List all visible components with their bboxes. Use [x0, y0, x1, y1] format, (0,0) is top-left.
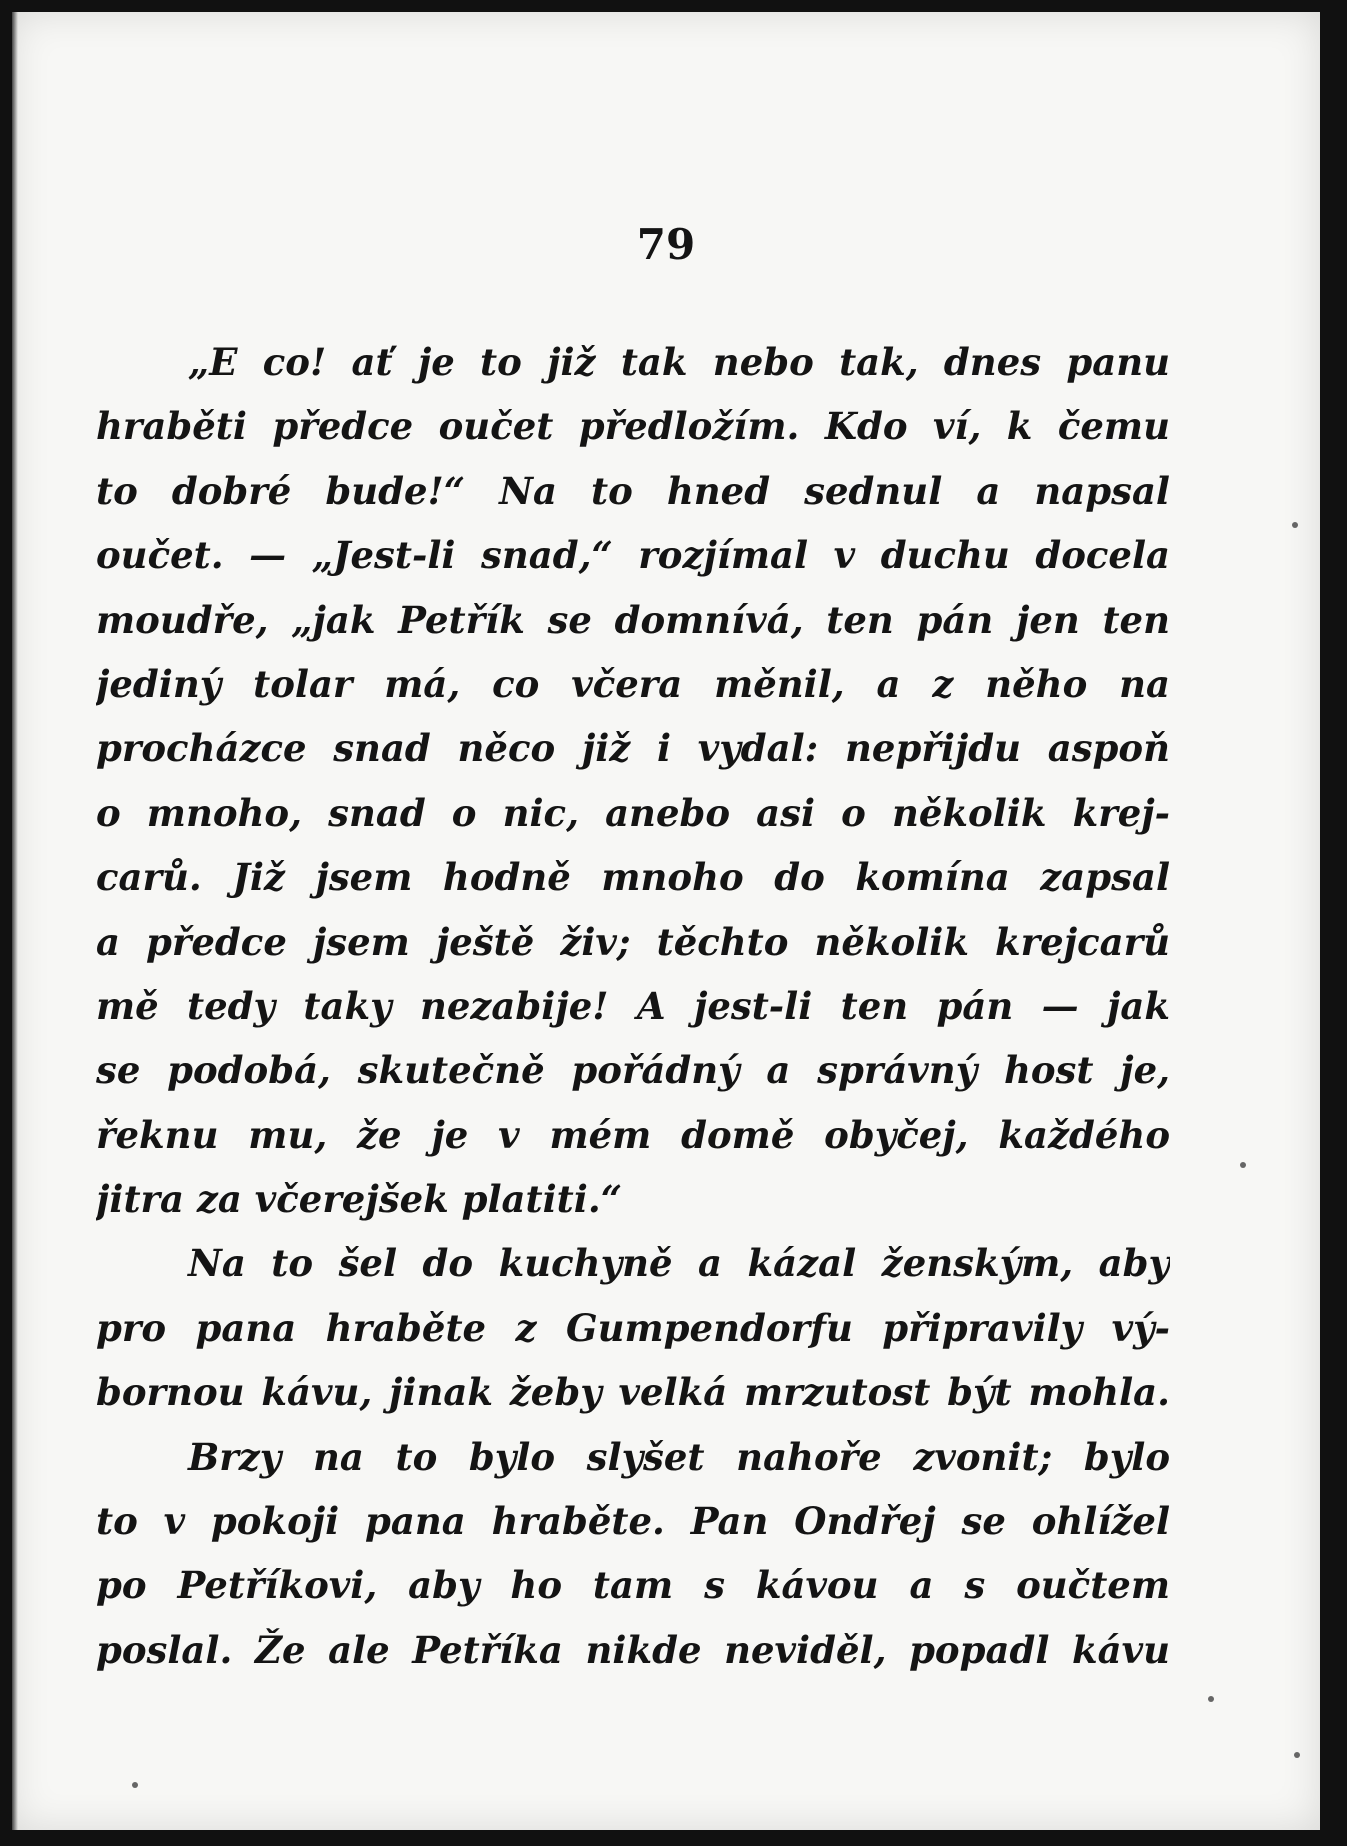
- text-line: to v pokoji pana hraběte. Pan Ondřej se ohlížel: [96, 1499, 1170, 1544]
- text-line: Brzy na to bylo slyšet nahoře zvonit; bylo: [188, 1434, 1170, 1479]
- page-edge-shadow: [12, 12, 18, 1830]
- text-line: carů. Již jsem hodně mnoho do komína zapsal: [96, 855, 1170, 900]
- paper-speck: [1240, 1162, 1246, 1168]
- text-line: poslal. Že ale Petříka nikde neviděl, popadl kávu: [96, 1627, 1170, 1672]
- text-line: se podobá, skutečně pořádný a správný host je,: [96, 1048, 1170, 1093]
- text-line: to dobré bude!“ Na to hned sednul a napsal: [96, 468, 1170, 513]
- text-line: o mnoho, snad o nic, anebo asi o několik krej-: [96, 790, 1170, 835]
- text-line: a předce jsem ještě živ; těchto několik krejcarů: [96, 919, 1170, 964]
- paper-speck: [1294, 1752, 1300, 1758]
- text-line: hraběti předce oučet předložím. Kdo ví, k čemu: [96, 404, 1170, 449]
- text-line: procházce snad něco již i vydal: nepřijdu aspoň: [96, 726, 1170, 771]
- text-line: oučet. — „Jest-li snad,“ rozjímal v duchu docela: [96, 533, 1170, 578]
- paper-speck: [132, 1782, 138, 1788]
- paper-speck: [1208, 1696, 1214, 1702]
- text-line: bornou kávu, jinak žeby velká mrzutost být mohla.: [96, 1370, 1170, 1415]
- text-line: řeknu mu, že je v mém domě obyčej, každého: [96, 1112, 1170, 1157]
- text-line: jitra za včerejšek platiti.“: [96, 1177, 622, 1222]
- text-line: po Petříkovi, aby ho tam s kávou a s oučtem: [96, 1563, 1170, 1608]
- page-number: 79: [636, 220, 696, 269]
- text-line: pro pana hraběte z Gumpendorfu připravily vý-: [96, 1305, 1170, 1350]
- text-line: jediný tolar má, co včera měnil, a z něho na: [96, 661, 1170, 706]
- book-page: [12, 12, 1320, 1830]
- paper-speck: [1292, 522, 1298, 528]
- text-line: moudře, „jak Petřík se domnívá, ten pán jen ten: [96, 597, 1170, 642]
- text-line: „E co! ať je to již tak nebo tak, dnes panu: [188, 340, 1170, 384]
- text-line: Na to šel do kuchyně a kázal ženským, aby: [188, 1241, 1170, 1286]
- text-line: mě tedy taky nezabije! A jest-li ten pán — jak: [96, 983, 1170, 1028]
- body-text: [96, 330, 1170, 1682]
